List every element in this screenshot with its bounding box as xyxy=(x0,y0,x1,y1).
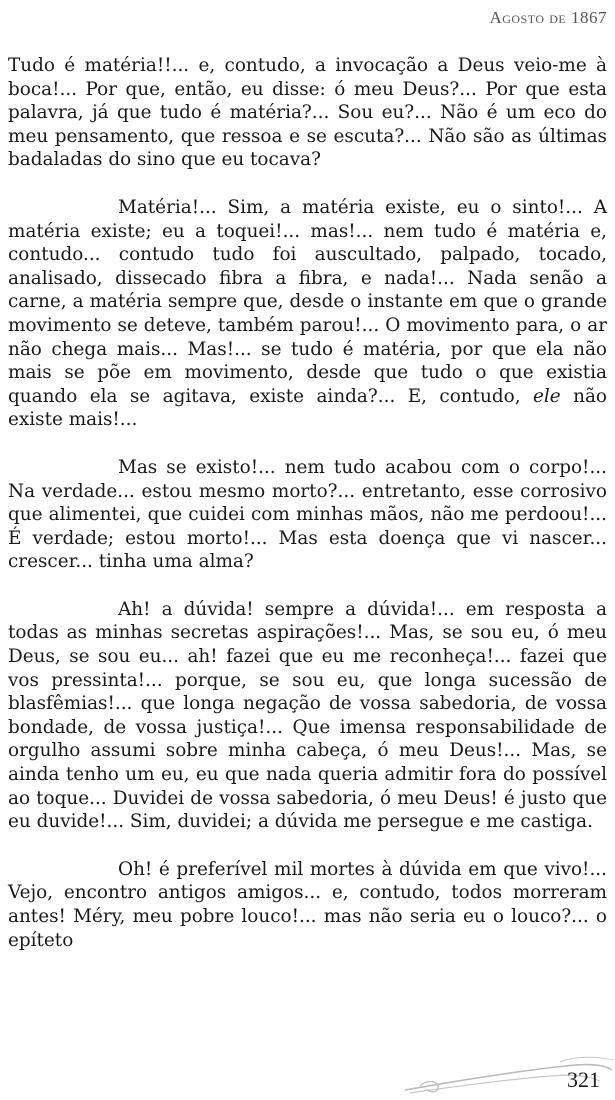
paragraph-2 xyxy=(8,196,607,432)
paragraph-3: Mas se existo!... nem tudo acabou com o corpo!... Na verdade... estou mesmo morto?... entretanto, esse corrosivo que alimentei, que cuidei com minhas mãos, não me perdoou!... É verdade; estou morto!... Mas esta doença que vi nascer... crescer... tinha uma alma? xyxy=(8,456,607,573)
emphasis-ele: ele xyxy=(533,385,561,407)
paragraph-2-end: não existe mais!... xyxy=(8,385,607,431)
paragraph-1: Tudo é matéria!!... e, contudo, a invocação a Deus veio-me à boca!... Por que, então, eu disse: ó meu Deus?... Por que esta palavra, já que tudo é matéria?... Sou eu?... Não é um eco do meu pensamento, que ressoa e se escuta?... Não são as últimas badaladas do sino que eu tocava? xyxy=(8,55,607,171)
paragraph-4: Ah! a dúvida! sempre a dúvida!... em resposta a todas as minhas secretas aspirações!... Mas, se sou eu, ó meu Deus, se sou eu... ah! fazei que eu me reconheça!... fazei que vos pressinta!... porque, se sou eu, que longa sucessão de blasfêmias!... que longa negação de vossa sabedoria, de vossa bondade, de vossa justiça!... Que imensa responsabilidade de orgulho assumi sobre minha cabeça, ó meu Deus!... Mas, se ainda tenho um eu, eu que nada queria admitir fora do possível ao toque... Duvidei de vossa sabedoria, ó meu Deus! é justo que eu duvide!... Sim, duvidei; a dúvida me persegue e me castiga. xyxy=(8,598,607,833)
running-header: Agosto de 1867 xyxy=(489,8,607,27)
page-body xyxy=(8,54,607,976)
paragraph-5: Oh! é preferível mil mortes à dúvida em que vivo!... Vejo, encontro antigos amigos... e, contudo, todos morreram antes! Méry, meu pobre louco!... mas não seria eu o louco?... o epíteto xyxy=(8,858,607,951)
page-number: 321 xyxy=(567,1067,600,1092)
paragraph-2-text: Matéria!... Sim, a matéria existe, eu o sinto!... A matéria existe; eu a toquei!... mas!... nem tudo é matéria e, contudo... contudo tudo foi auscultado, palpado, tocado, analisado, dissecado fibra a fibra, e nada!... Nada senão a carne, a matéria sempre que, desde o instante em que o grande movimento se deteve, também parou!... O movimento para, o ar não chega mais... Mas!... se tudo é matéria, por que ela não mais se põe em movimento, desde que tudo o que existia quando ela se agitava, existe ainda?... E, contudo, xyxy=(8,196,607,407)
